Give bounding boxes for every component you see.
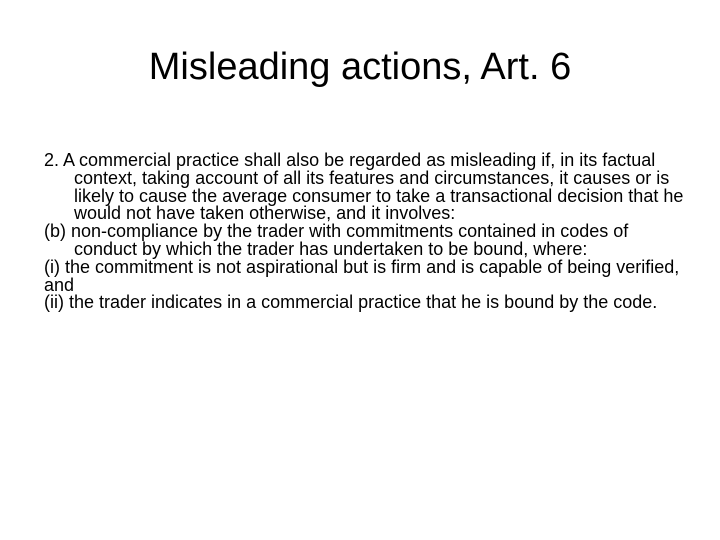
paragraph-and: and [44, 274, 75, 295]
paragraph-art6-2: 2. A commercial practice shall also be regarded as misleading if, in its factual context, taking account of all its features and circumstances, it causes or is likely to cause the average consumer to take a transactional decision that he would not have taken otherwise, and it involves: [44, 150, 684, 224]
paragraph-point-ii: (ii) the trader indicates in a commercial practice that he is bound by the code. [44, 292, 658, 313]
paragraph-point-i: (i) the commitment is not aspirational but is firm and is capable of being verified, [44, 256, 680, 277]
paragraph-point-b: (b) non-compliance by the trader with commitments contained in codes of conduct by which the trader has undertaken to be bound, where: [44, 221, 629, 259]
slide-body [44, 152, 684, 312]
slide-title: Misleading actions, Art. 6 [148, 46, 572, 88]
